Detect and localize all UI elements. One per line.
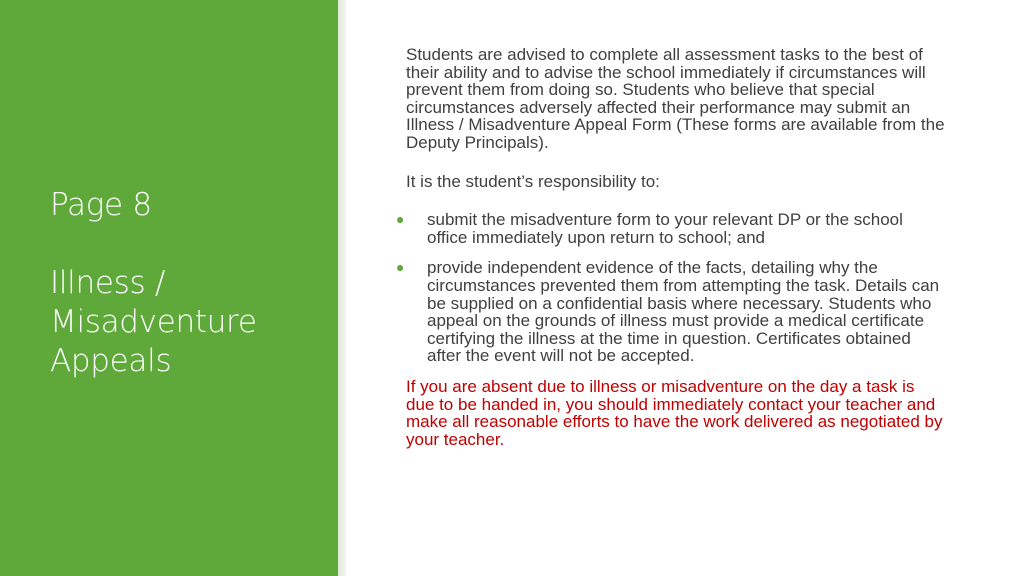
list-item bbox=[396, 258, 946, 366]
heading-line-2: Misadventure bbox=[50, 304, 257, 340]
absence-notice: If you are absent due to illness or misadventure on the day a task is due to be handed in, you should immediately contact your teacher and make all reasonable efforts to have the work delivered as negotiated by your teacher. bbox=[406, 376, 943, 449]
content-body bbox=[396, 45, 946, 449]
list-item bbox=[396, 210, 946, 247]
panel-edge-shadow bbox=[338, 0, 346, 576]
heading-line-3: Appeals bbox=[50, 343, 172, 379]
list-item-text: provide independent evidence of the facts, detailing why the circumstances prevented them from attempting the task. Details can be supplied on a confidential basis where necessary. Students who appeal on the grounds of illness must provide a medical certificate certifying the illness at the time in question. Certificates obtained after the event will not be accepted. bbox=[427, 258, 940, 366]
list-item-text: submit the misadventure form to your relevant DP or the school office immediately upon return to school; and bbox=[427, 210, 903, 247]
responsibility-list bbox=[396, 210, 946, 366]
heading-line-1: Illness / bbox=[50, 265, 165, 301]
bullet-dot-icon: ● bbox=[396, 259, 405, 276]
bullet-dot-icon: ● bbox=[396, 211, 405, 228]
intro-paragraph: Students are advised to complete all assessment tasks to the best of their ability and to advise the school immediately if circumstances will prevent them from doing so. Students who believe that special circumstances adversely affected their performance may submit an Illness / Misadventure Appeal Form (These forms are available from the Deputy Principals). bbox=[406, 45, 945, 152]
slide-title bbox=[50, 186, 330, 381]
responsibility-paragraph: It is the student’s responsibility to: bbox=[406, 171, 660, 191]
page-number-title: Page 8 bbox=[50, 187, 152, 223]
